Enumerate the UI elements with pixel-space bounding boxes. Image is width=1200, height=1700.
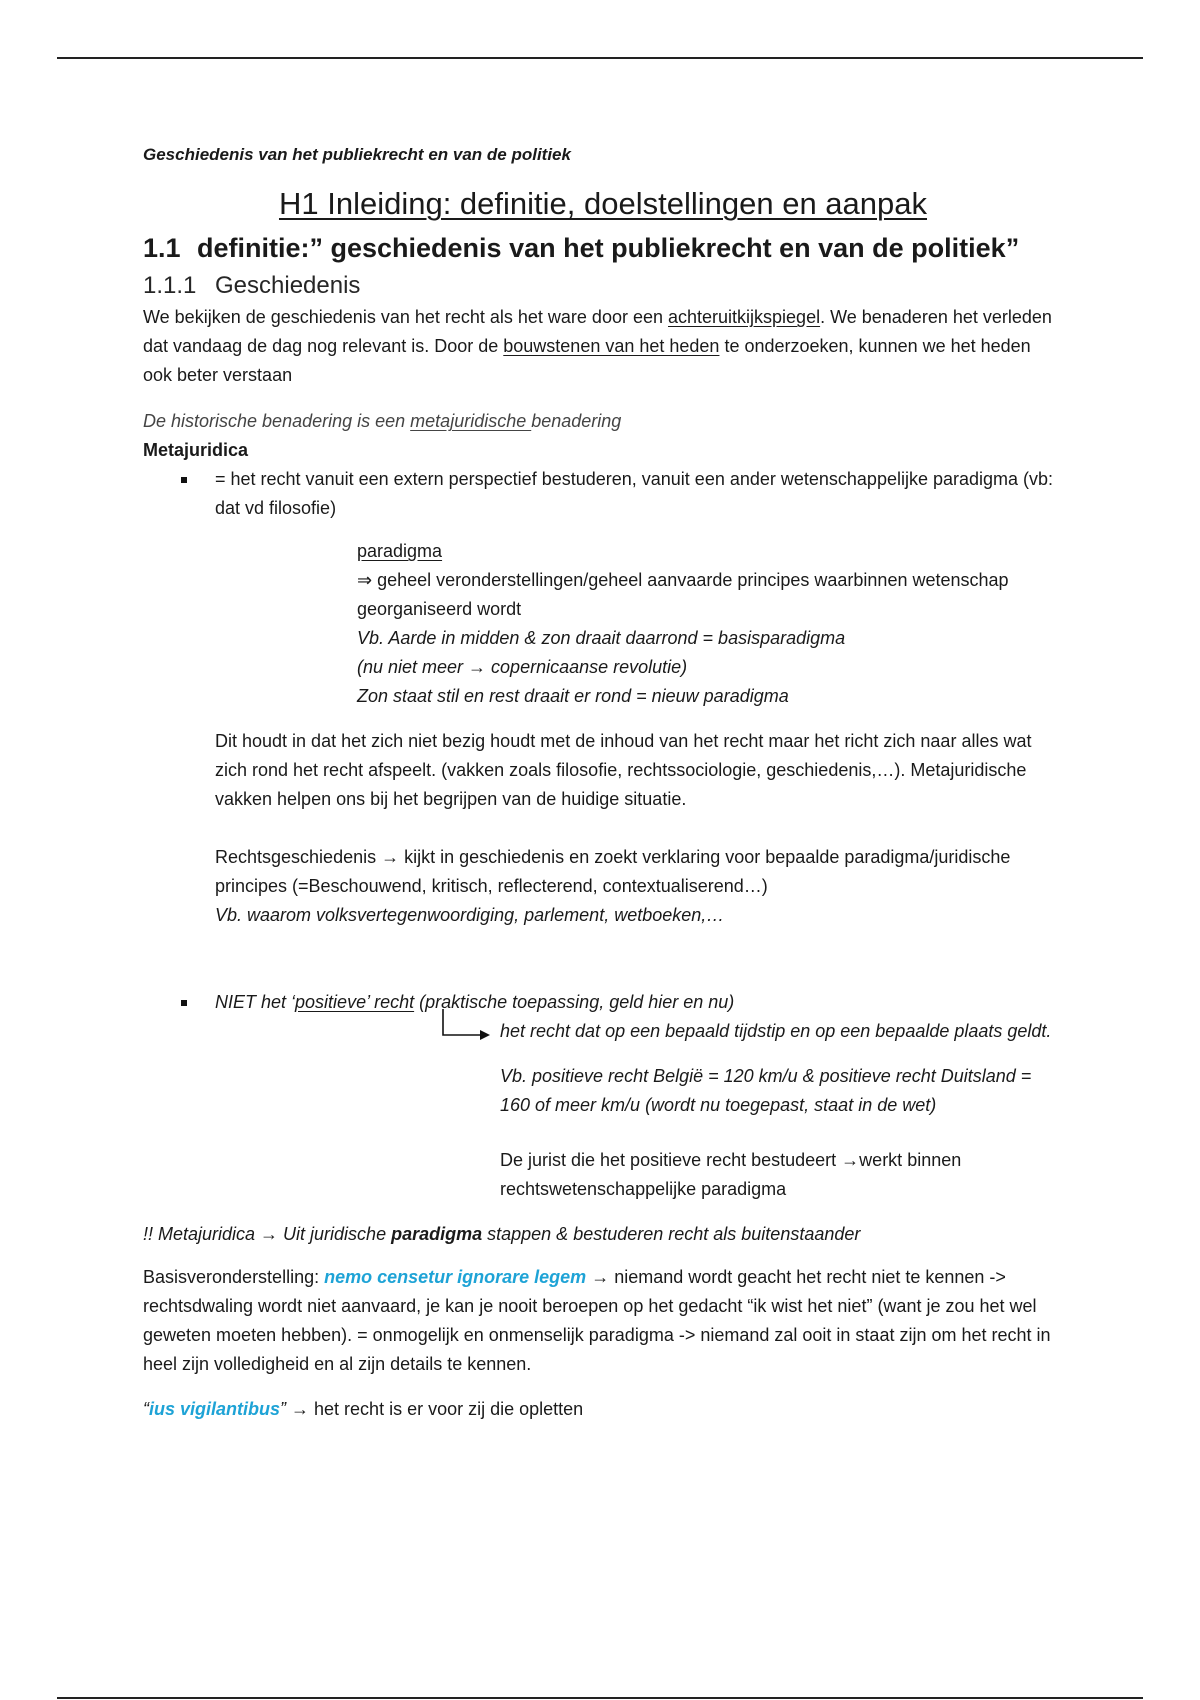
paradigm-example-3: Zon staat stil en rest draait er rond = nieuw paradigma xyxy=(357,686,789,706)
rechtsgeschiedenis-line: Rechtsgeschiedenis → kijkt in geschiedenis en zoekt verklaring voor bepaalde paradigma/juridische principes (=Beschouwend, kritisch, reflecterend, contextualiserend…) xyxy=(215,847,1011,896)
paradigm-example-2: (nu niet meer → copernicaanse revolutie) xyxy=(357,657,688,677)
metajuridica-paragraph: Dit houdt in dat het zich niet bezig houdt met de inhoud van het recht maar het richt zich naar alles wat zich rond het recht afspeelt. (vakken zoals filosofie, rechtssociologie, geschiedenis,…). Metajuridische vakken helpen ons bij het begrijpen van de huidige situatie. xyxy=(215,731,1032,809)
chapter-heading: H1 Inleiding: definitie, doelstellingen en aanpak xyxy=(278,186,928,221)
positive-law-block xyxy=(143,1017,1063,1204)
top-rule xyxy=(57,57,1143,59)
down-right-arrow-icon xyxy=(440,1007,500,1047)
bullet-item xyxy=(143,988,1063,1017)
paradigm-box xyxy=(143,537,1063,711)
paradigm-definition: ⇒ geheel veronderstellingen/geheel aanvaarde principes waarbinnen wetenschap georganiseerd wordt xyxy=(357,570,1009,619)
ius-vigilantibus-line: “ius vigilantibus” → het recht is er voor zij die opletten xyxy=(143,1399,584,1419)
metajuridica-heading: Metajuridica xyxy=(143,440,249,460)
section-heading-1-1: 1.1 definitie:” geschiedenis van het publiekrecht en van de politiek” xyxy=(143,233,1020,263)
positive-example: Vb. positieve recht België = 120 km/u & positieve recht Duitsland = 160 of meer km/u (wordt nu toegepast, staat in de wet) xyxy=(500,1066,1032,1115)
metajuridica-note: !! Metajuridica → Uit juridische paradigma stappen & bestuderen recht als buitenstaander xyxy=(143,1224,861,1244)
approach-line: De historische benadering is een metajuridische benadering xyxy=(143,411,622,431)
bullet-marker xyxy=(181,1000,187,1006)
basis-paragraph: Basisveronderstelling: nemo censetur ignorare legem → niemand wordt geacht het recht niet te kennen -> rechtsdwaling wordt niet aanvaard, je kan je nooit beroepen op het gedacht “ik wist het niet” (want je zou het wel geweten moeten hebben). = onmogelijk en onmenselijk paradigma -> niemand zal ooit in staat zijn om het recht in heel zijn volledigheid en al zijn details te kennen. xyxy=(143,1267,1051,1374)
bullet-text: = het recht vanuit een extern perspectief bestuderen, vanuit een ander wetenschappelijke paradigma (vb: dat vd filosofie) xyxy=(215,469,1054,518)
positive-jurist: De jurist die het positieve recht bestudeert →werkt binnen rechtswetenschappelijke paradigma xyxy=(500,1150,962,1199)
document-page xyxy=(143,140,1063,1424)
bullet-item xyxy=(143,465,1063,523)
bullet-marker xyxy=(181,477,187,483)
intro-paragraph: We bekijken de geschiedenis van het recht als het ware door een achteruitkijkspiegel. We benaderen het verleden dat vandaag de dag nog relevant is. Door de bouwstenen van het heden te onderzoeken, kunnen we het heden ook beter verstaan xyxy=(143,307,1052,385)
positive-definition: het recht dat op een bepaald tijdstip en op een bepaalde plaats geldt. xyxy=(500,1021,1052,1041)
bullet-text: NIET het ‘positieve’ recht (praktische toepassing, geld hier en nu) xyxy=(215,992,735,1012)
bottom-rule xyxy=(57,1697,1143,1699)
section-heading-1-1-1: 1.1.1 Geschiedenis xyxy=(143,272,361,299)
rechtsgeschiedenis-example: Vb. waarom volksvertegenwoordiging, parlement, wetboeken,… xyxy=(215,905,725,925)
paradigm-example-1: Vb. Aarde in midden & zon draait daarrond = basisparadigma xyxy=(357,628,846,648)
course-title: Geschiedenis van het publiekrecht en van de politiek xyxy=(143,145,571,164)
paradigm-title: paradigma xyxy=(357,541,443,561)
